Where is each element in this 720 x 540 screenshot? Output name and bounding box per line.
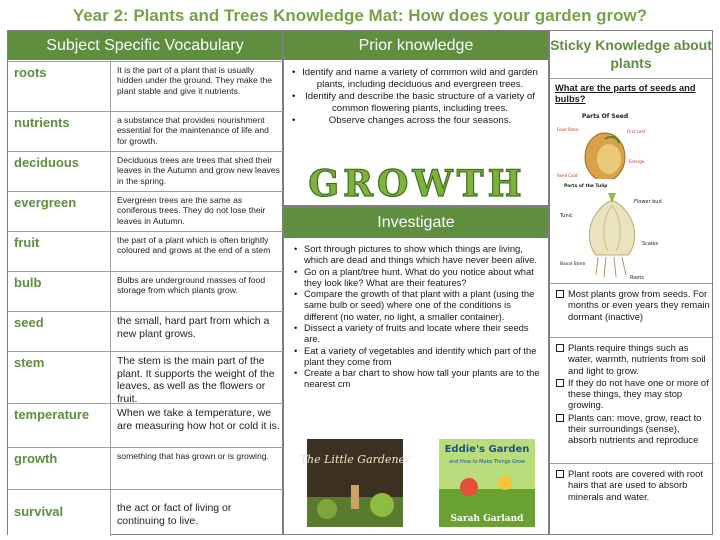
tulip-label: Scales <box>642 241 659 247</box>
investigate-list <box>284 239 548 390</box>
vocab-row-deciduous <box>8 151 284 191</box>
vocab-definition: It is the part of a plant that is usually hidden under the ground. They make the plant stable and give it nutrients. <box>117 65 273 96</box>
vocab-definition: Bulbs are underground masses of food storage from which plants grow. <box>117 275 266 296</box>
tulip-label: Flower bud <box>634 199 662 205</box>
prior-knowledge-heading: Prior knowledge <box>284 31 548 61</box>
vocab-term: growth <box>8 448 111 489</box>
list-item: Most plants grow from seeds. For months or even years they remain dormant (inactive) <box>555 288 710 322</box>
vocab-term: bulb <box>8 272 111 311</box>
seed-label: Seed Coat <box>557 173 578 178</box>
vocab-term: nutrients <box>8 112 111 151</box>
vocab-definition: The stem is the main part of the plant. It supports the weight of the leaves, as well as the flowers or fruit. <box>117 355 275 405</box>
list-item: • Eat a variety of vegetables and identify which part of the plant they come from <box>294 345 542 368</box>
book2-title: Eddie's Garden <box>444 444 530 455</box>
vocab-row-temperature <box>8 403 284 447</box>
tulip-label: Tunic <box>560 213 573 219</box>
vocab-definition: When we take a temperature, we are measuring how hot or cold it is. <box>117 407 280 432</box>
vocab-term: seed <box>8 312 111 351</box>
list-item: Plant roots are covered with root hairs that are used to absorb minerals and water. <box>555 468 710 502</box>
seed-diagram-title: Parts Of Seed <box>581 113 629 120</box>
vocab-definition: the part of a plant which is often brightly coloured and grows at the end of a stem <box>117 235 271 256</box>
list-item: • Compare the growth of that plant with a plant (using the same bulb or seed) where one of the conditions is different (no water, no light, a smaller container). <box>294 288 542 322</box>
vocab-row-bulb <box>8 271 284 311</box>
vocab-definition: a substance that provides nourishment essential for the maintenance of life and for growth. <box>117 115 269 146</box>
growth-word-art <box>304 163 530 203</box>
tulip-label: Basal Stem <box>560 262 586 267</box>
vocab-term: deciduous <box>8 152 111 191</box>
list-item: • Dissect a variety of fruits and locate where their seeds are. <box>294 322 542 345</box>
investigate-panel <box>283 206 549 535</box>
prior-knowledge-panel <box>283 30 549 206</box>
book-cover-little-gardener <box>299 439 411 527</box>
vocab-term: stem <box>8 352 111 403</box>
list-item: Plants require things such as water, warmth, nutrients from soil and light to grow. <box>555 342 710 376</box>
sticky-knowledge-heading: Sticky Knowledge about plants <box>550 31 712 79</box>
investigate-heading: Investigate <box>284 207 548 239</box>
vocab-definition: the act or fact of living or continuing to live. <box>117 502 232 527</box>
vocab-definition: something that has grown or is growing. <box>117 451 269 461</box>
growth-word: GROWTH <box>308 163 526 205</box>
list-item: • Observe changes across the four seasons. <box>292 115 540 127</box>
list-item: • Go on a plant/tree hunt. What do you notice about what they look like? What are their features? <box>294 266 542 289</box>
prior-knowledge-list <box>284 61 548 127</box>
page-title: Year 2: Plants and Trees Knowledge Mat: How does your garden grow? <box>72 6 648 25</box>
list-item: • Identify and name a variety of common wild and garden plants, including deciduous and evergreen trees. <box>292 67 540 90</box>
vocab-definition: Evergreen trees are the same as coniferous trees. They do not lose their leaves in Autumn. <box>117 195 266 226</box>
list-item: • Identify and describe the basic structure of a variety of common flowering plants, including trees. <box>292 91 540 114</box>
vocab-term: roots <box>8 62 111 111</box>
book-cover-eddies-garden <box>439 439 535 527</box>
tulip-bulb-diagram <box>558 179 668 283</box>
list-item: • Create a bar chart to show how tall your plants are to the nearest cm <box>294 367 542 390</box>
vocab-row-survival <box>8 489 284 536</box>
tulip-label: Roots <box>630 275 644 281</box>
list-item: Plants can: move, grow, react to their surroundings (sense), absorb nutrients and reproduce <box>555 412 710 446</box>
sticky-knowledge-panel <box>549 30 713 535</box>
seed-label: Food Store <box>557 127 579 132</box>
sticky-box-roots <box>550 463 714 536</box>
seed-label: Enlarge <box>629 159 645 164</box>
list-item: If they do not have one or more of these things, they may stop growing. <box>555 377 710 411</box>
vocab-term: fruit <box>8 232 111 271</box>
sticky-box-requirements <box>550 337 714 463</box>
vocab-row-evergreen <box>8 191 284 231</box>
vocab-definition: the small, hard part from which a new plant grows. <box>117 315 270 340</box>
vocab-definition: Deciduous trees are trees that shed their leaves in the Autumn and grow new leaves in the spring. <box>117 155 280 186</box>
vocab-row-fruit <box>8 231 284 271</box>
vocabulary-heading: Subject Specific Vocabulary <box>8 31 282 61</box>
sticky-box-seeds <box>550 283 714 337</box>
book1-title: The Little Gardener <box>299 453 411 466</box>
vocab-row-seed <box>8 311 284 351</box>
vocab-term: survival <box>8 490 111 536</box>
vocab-row-growth <box>8 447 284 489</box>
seed-label: First Leaf <box>627 129 646 134</box>
vocab-term: evergreen <box>8 192 111 231</box>
book2-author: Sarah Garland <box>450 514 524 524</box>
list-item: • Sort through pictures to show which things are living, which are dead and things which have never been alive. <box>294 243 542 266</box>
vocabulary-panel <box>7 30 283 535</box>
vocab-term: temperature <box>8 404 111 447</box>
book2-subtitle: and How to Make Things Grow <box>449 459 525 465</box>
vocab-row-stem <box>8 351 284 403</box>
seeds-bulbs-question: What are the parts of seeds and bulbs? <box>555 83 696 105</box>
tulip-diagram-title: Parts of the Tulip <box>564 184 608 189</box>
vocab-row-roots <box>8 61 284 111</box>
vocab-row-nutrients <box>8 111 284 151</box>
